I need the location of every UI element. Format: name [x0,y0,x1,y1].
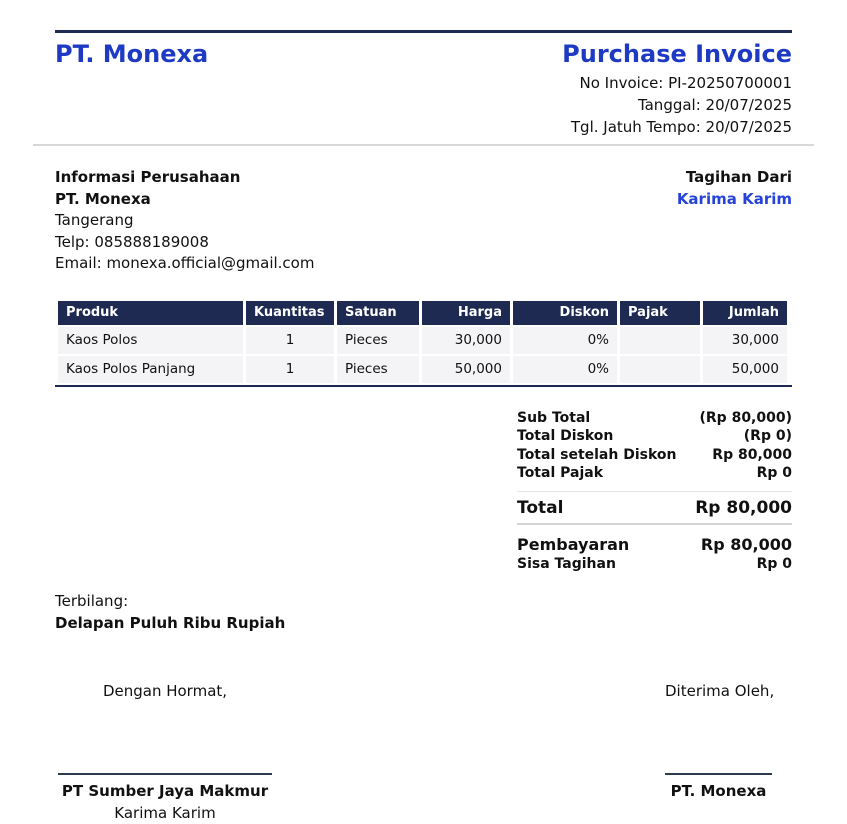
signature-section [55,681,792,824]
invoice-date: Tanggal: 20/07/2025 [637,96,792,114]
cell-produk: Kaos Polos Panjang [58,356,243,383]
top-border-rule [55,30,792,33]
column-header-harga: Harga [422,301,510,325]
invoice-meta [55,72,792,138]
pembayaran-label: Pembayaran [517,534,630,554]
company-info-block [55,167,314,275]
total-setelah-diskon-row [517,446,792,465]
subtotal-label: Sub Total [517,409,591,426]
pembayaran-row [517,535,792,555]
totals-separator-bottom [517,523,792,525]
company-info-email: Email: monexa.official@gmail.com [55,254,315,272]
header-separator [33,144,814,146]
billed-from-block [677,167,792,275]
column-header-produk: Produk [58,301,243,325]
total-diskon-row [517,427,792,446]
column-header-pajak: Pajak [620,301,700,325]
billed-from-name: Karima Karim [676,189,792,208]
grand-total-row [517,492,792,523]
sender-company-name: PT Sumber Jaya Makmur [61,781,269,800]
items-table [55,299,790,385]
grand-total-label: Total [517,497,564,518]
items-table-header-row [58,301,787,325]
table-bottom-rule [55,385,792,387]
total-pajak-label: Total Pajak [517,465,604,481]
billed-from-heading: Tagihan Dari [685,168,792,186]
total-pajak-row [517,464,792,483]
cell-satuan: Pieces [337,327,419,354]
cell-jumlah: 30,000 [703,327,787,354]
sisa-tagihan-value: Rp 0 [756,555,792,572]
subtotal-row [517,409,792,428]
cell-kuantitas: 1 [246,327,334,354]
column-header-jumlah: Jumlah [703,301,787,325]
total-diskon-label: Total Diskon [517,428,614,444]
company-name: PT. Monexa [55,40,209,68]
receiver-salutation: Diterima Oleh, [665,681,775,700]
cell-diskon: 0% [513,356,617,383]
totals-section [517,409,792,574]
signature-block-receiver [665,681,775,824]
company-info-city: Tangerang [55,211,134,229]
cell-pajak [620,356,700,383]
terbilang-label: Terbilang: [55,591,129,610]
column-header-satuan: Satuan [337,301,419,325]
cell-jumlah: 50,000 [703,356,787,383]
invoice-number: No Invoice: PI-20250700001 [579,74,792,92]
signature-block-sender [58,681,272,824]
table-row [58,356,787,383]
total-pajak-value: Rp 0 [756,465,792,481]
column-header-kuantitas: Kuantitas [246,301,334,325]
company-info-name: PT. Monexa [55,189,151,208]
sisa-tagihan-label: Sisa Tagihan [517,555,616,572]
cell-produk: Kaos Polos [58,327,243,354]
invoice-header [55,39,792,69]
cell-satuan: Pieces [337,356,419,383]
parties-section [55,167,792,275]
sender-signer-name: Karima Karim [114,803,216,822]
document-title: Purchase Invoice [562,40,792,68]
column-header-diskon: Diskon [513,301,617,325]
terbilang-text: Delapan Puluh Ribu Rupiah [55,613,286,632]
cell-diskon: 0% [513,327,617,354]
cell-harga: 50,000 [422,356,510,383]
receiver-company-name: PT. Monexa [670,781,767,800]
pembayaran-value: Rp 80,000 [700,534,792,554]
total-setelah-diskon-value: Rp 80,000 [712,446,792,463]
cell-pajak [620,327,700,354]
total-setelah-diskon-label: Total setelah Diskon [517,446,677,463]
company-info-phone: Telp: 085888189008 [55,232,209,251]
cell-kuantitas: 1 [246,356,334,383]
receiver-signature-line [665,773,772,775]
subtotal-value: (Rp 80,000) [699,409,792,426]
sisa-tagihan-row [517,555,792,574]
grand-total-value: Rp 80,000 [695,497,792,518]
amount-in-words [33,590,814,634]
sender-signature-line [58,773,272,775]
table-row [58,327,787,354]
invoice-due-date: Tgl. Jatuh Tempo: 20/07/2025 [570,118,792,136]
company-info-heading: Informasi Perusahaan [55,168,241,186]
cell-harga: 30,000 [422,327,510,354]
total-diskon-value: (Rp 0) [743,428,792,444]
sender-salutation: Dengan Hormat, [102,681,228,700]
